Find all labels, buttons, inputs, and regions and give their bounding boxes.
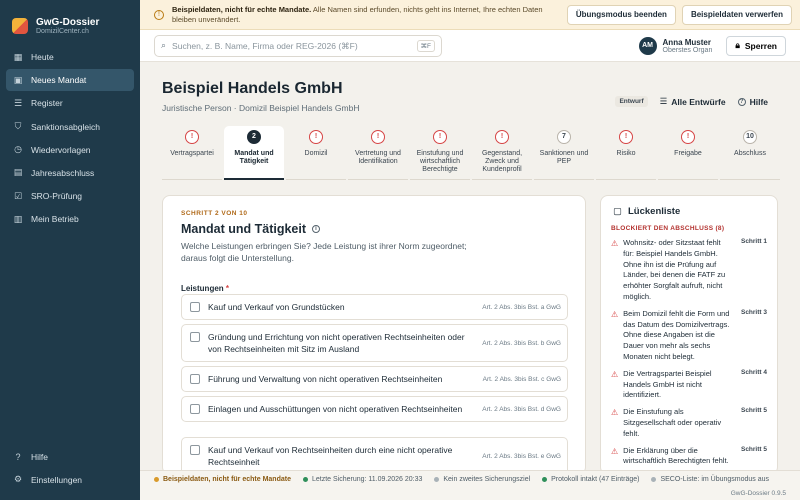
checkbox[interactable] [190, 445, 200, 455]
warning-icon: ! [619, 130, 633, 144]
user-name: Anna Muster [662, 37, 711, 47]
warning-icon: ! [371, 130, 385, 144]
wizard-stepper [162, 126, 782, 182]
info-icon[interactable]: i [312, 225, 320, 233]
step-number: 2 [247, 130, 261, 144]
step-abschluss[interactable] [720, 126, 780, 180]
warning-icon: ⚠︎ [611, 369, 619, 379]
gap-item[interactable] [601, 363, 777, 401]
help-button[interactable] [738, 97, 768, 107]
exit-practice-button[interactable]: Übungsmodus beenden [567, 5, 676, 25]
building-icon: ▥ [13, 213, 23, 224]
status-item-second-target [434, 476, 530, 483]
step-label: Einstufung und wirtschaftlich Berechtigte [416, 150, 464, 173]
option-text: Kauf und Verkauf von Grundstücken [208, 302, 345, 312]
lock-button[interactable] [726, 36, 786, 56]
sidebar-bottom [0, 446, 140, 492]
gap-item[interactable] [601, 303, 777, 363]
gap-step-link[interactable]: Schritt 3 [740, 308, 767, 316]
warning-icon: ! [495, 130, 509, 144]
sidebar-item-label: Hilfe [31, 451, 49, 462]
gap-text: Die Einstufung als Sitzgesellschaft oder operativ fehlt. [623, 407, 722, 438]
warning-icon: ⚠︎ [611, 309, 619, 319]
user-role: Oberstes Organ [662, 46, 713, 54]
status-dot-icon [154, 477, 159, 482]
status-items [154, 476, 769, 483]
app-subtitle: DomizilCenter.ch [36, 28, 89, 35]
step-einstufung[interactable] [410, 126, 470, 180]
warning-icon: ⚠︎ [611, 408, 619, 418]
section-title [181, 222, 320, 236]
step-number: 7 [557, 130, 571, 144]
panel-subtitle: BLOCKIERT DEN ABSCHLUSS (8) [611, 225, 725, 232]
step-gegenstand[interactable] [472, 126, 532, 180]
status-dot-icon [651, 477, 656, 482]
option-norm: Art. 2 Abs. 3bis Bst. a GwG [482, 303, 561, 311]
sidebar-item-mein-betrieb[interactable] [6, 208, 134, 230]
step-label: Domizil [304, 150, 328, 157]
step-label: Sanktionen und PEP [539, 150, 589, 165]
grid-icon: ▦ [13, 51, 23, 62]
step-freigabe[interactable] [658, 126, 718, 180]
top-bar [140, 30, 800, 62]
search-box[interactable] [154, 35, 442, 57]
status-dot-icon [434, 477, 439, 482]
discard-sample-data-button[interactable]: Beispieldaten verwerfen [682, 5, 792, 25]
checkbox[interactable] [190, 374, 200, 384]
banner-text [172, 5, 561, 25]
gap-text: Die Vertragspartei Beispiel Handels GmbH ist nicht identifiziert. [623, 368, 712, 400]
option-text: Einlagen und Ausschüttungen von nicht operativen Rechtseinheiten [208, 404, 463, 414]
page-title: Beispiel Handels GmbH [162, 80, 343, 97]
avatar: AM [639, 37, 657, 55]
page-header [162, 80, 782, 113]
help-label: Hilfe [749, 96, 768, 107]
page-subtitle: Juristische Person · Domizil Beispiel Handels GmbH [162, 103, 360, 113]
sidebar-item-label: Einstellungen [31, 474, 83, 485]
warning-icon: ⚠︎ [611, 239, 619, 248]
status-item-backup [303, 476, 422, 483]
field-label [181, 284, 229, 293]
field-label-text: Leistungen [181, 284, 224, 293]
lock-icon: 🔒︎ [735, 40, 740, 50]
banner-bold-text: Beispieldaten, nicht für echte Mandate. [172, 4, 312, 14]
warning-icon: ! [154, 10, 164, 20]
sidebar-item-label: Sanktionsabgleich [31, 121, 100, 132]
calendar-icon: ▤ [13, 167, 23, 178]
step-label: Vertragspartei [170, 150, 214, 157]
option-text: Kauf und Verkauf von Rechtseinheiten durch eine nicht operative Rechtseinheit [208, 445, 453, 467]
option-text: Führung und Verwaltung von nicht operativen Rechtseinheiten [208, 374, 443, 384]
gap-step-link[interactable]: Schritt 5 [740, 445, 767, 453]
step-label: Risiko [616, 150, 636, 157]
step-risiko[interactable] [596, 126, 656, 180]
gap-item[interactable] [601, 440, 777, 468]
sidebar [0, 0, 140, 500]
sidebar-nav [0, 46, 140, 230]
app-logo-icon [12, 18, 28, 34]
warning-icon: ! [681, 130, 695, 144]
brand[interactable] [0, 0, 140, 40]
warning-icon: ! [433, 130, 447, 144]
help-icon: ? [738, 98, 746, 106]
step-vertretung[interactable] [348, 126, 408, 180]
step-label: Abschluss [734, 150, 766, 157]
search-input[interactable] [172, 41, 410, 51]
service-option[interactable] [181, 294, 568, 320]
service-option[interactable] [181, 396, 568, 422]
folder-icon: ▣ [13, 74, 23, 85]
gap-step-link[interactable]: Schritt 1 [740, 238, 767, 245]
step-number: 10 [743, 130, 757, 144]
sidebar-item-label: Register [31, 98, 63, 109]
all-drafts-label: Alle Entwürfe [671, 96, 726, 107]
step-mandat-und-taetigkeit[interactable] [224, 126, 284, 180]
sidebar-item-sanktionsabgleich[interactable] [6, 116, 134, 138]
service-option[interactable] [181, 366, 568, 392]
banner-body-text: Alle Namen sind erfunden, nichts geht ins Internet, Ihre echten Daten bleiben unverändert. [172, 4, 543, 24]
option-norm: Art. 2 Abs. 3bis Bst. c GwG [482, 375, 561, 383]
sidebar-item-einstellungen[interactable] [6, 469, 134, 491]
check-icon: ☑ [13, 190, 23, 201]
search-shortcut: ⌘F [417, 40, 435, 52]
shield-icon: ⛉ [14, 121, 22, 132]
sidebar-item-sro-pruefung[interactable] [6, 185, 134, 207]
step-sanktionen[interactable] [534, 126, 594, 180]
section-description: Welche Leistungen erbringen Sie? Jede Leistung ist ihrer Norm zugeordnet; daraus folgt die Unterstellung. [181, 241, 467, 263]
status-item-seco [651, 476, 769, 483]
gap-list-panel [600, 195, 778, 475]
sidebar-item-hilfe[interactable] [6, 446, 134, 468]
status-text: Beispieldaten, nicht für echte Mandate [163, 476, 291, 483]
gap-item[interactable] [601, 401, 777, 439]
option-text: Gründung und Errichtung von nicht operativen Rechtseinheiten oder von Rechtseinheiten mit Sitz im Ausland [208, 332, 465, 354]
list-icon: ☰ [659, 96, 668, 106]
step-label: Mandat und Tätigkeit [234, 150, 274, 165]
search-icon: ⌕ [161, 40, 167, 50]
warning-icon: ⚠︎ [611, 446, 619, 456]
list-icon: ☰ [13, 97, 23, 108]
sidebar-item-heute[interactable] [6, 46, 134, 68]
sidebar-item-jahresabschluss[interactable] [6, 162, 134, 184]
step-label: Gegenstand, Zweck und Kundenprofil [481, 150, 523, 173]
sidebar-item-neues-mandat[interactable] [6, 69, 134, 91]
step-kicker: SCHRITT 2 VON 10 [181, 210, 248, 217]
status-bar [140, 470, 800, 500]
sidebar-item-label: SRO-Prüfung [31, 191, 83, 202]
sidebar-item-register[interactable] [6, 92, 134, 114]
section-title-text: Mandat und Tätigkeit [181, 222, 306, 236]
step-label: Freigabe [674, 150, 702, 157]
gear-icon: ⚙ [13, 474, 23, 485]
status-text: SECO-Liste: im Übungsmodus aus [660, 476, 770, 483]
warning-icon: ! [185, 130, 199, 144]
gap-text: Beim Domizil fehlt die Form und das Datum des Domizilvertrags. Ohne diese Angaben ist die Dauer von mehr als sechs Monaten nicht belegt. [623, 308, 730, 361]
all-drafts-button[interactable] [660, 96, 726, 107]
step-vertragspartei[interactable] [162, 126, 222, 180]
warning-icon: ! [309, 130, 323, 144]
sidebar-item-label: Neues Mandat [31, 75, 87, 86]
gap-step-link[interactable]: Schritt 4 [740, 368, 767, 376]
status-text: Protokoll intakt (47 Einträge) [551, 476, 640, 483]
step-form-card [162, 195, 586, 475]
option-norm: Art. 2 Abs. 3bis Bst. e GwG [482, 452, 561, 460]
gap-text: Wohnsitz- oder Sitzstaat fehlt für: Beispiel Handels GmbH. Ohne ihn ist die Prüfung auf Länder, bei denen die FATF zu erhöhter Sorgfalt aufruft, nicht möglich. [623, 238, 726, 301]
app-version: GwG-Dossier 0.9.5 [730, 490, 786, 497]
checkbox[interactable] [190, 404, 200, 414]
panel-title: Lückenliste [627, 206, 681, 217]
status-dot-icon [542, 477, 547, 482]
gap-step-link[interactable]: Schritt 5 [740, 407, 767, 415]
header-actions [615, 96, 768, 107]
required-mark: * [225, 284, 230, 293]
status-item-practice [154, 476, 291, 483]
sidebar-item-label: Wiedervorlagen [31, 144, 91, 155]
checkbox[interactable] [190, 302, 200, 312]
status-text: Kein zweites Sicherungsziel [443, 476, 531, 483]
option-norm: Art. 2 Abs. 3bis Bst. d GwG [482, 405, 561, 413]
app-title: GwG-Dossier [36, 17, 100, 28]
status-item-log [542, 476, 639, 483]
lock-label: Sperren [744, 40, 777, 51]
sidebar-item-label: Heute [31, 52, 54, 62]
gap-text: Die Erklärung über die wirtschaftlich Berechtigten fehlt. [623, 445, 729, 466]
option-norm: Art. 2 Abs. 3bis Bst. b GwG [482, 339, 561, 347]
checkbox[interactable] [190, 332, 200, 342]
practice-mode-banner [140, 0, 800, 30]
status-dot-icon [303, 477, 308, 482]
status-text: Letzte Sicherung: 11.09.2026 20:33 [311, 476, 423, 483]
user-menu[interactable] [639, 37, 713, 55]
panel-header [601, 196, 777, 217]
sidebar-item-label: Jahresabschluss [31, 167, 95, 178]
help-icon: ? [15, 451, 21, 462]
step-label: Vertretung und Identifikation [355, 150, 401, 165]
status-badge: Entwurf [615, 96, 647, 107]
sidebar-item-label: Mein Betrieb [31, 214, 79, 225]
sidebar-item-wiedervorlagen[interactable] [6, 139, 134, 161]
step-domizil[interactable] [286, 126, 346, 180]
panel-icon: ▢ [613, 206, 622, 217]
service-option[interactable] [181, 324, 568, 362]
clock-icon: ◷ [14, 144, 22, 155]
gap-item[interactable] [601, 232, 777, 303]
